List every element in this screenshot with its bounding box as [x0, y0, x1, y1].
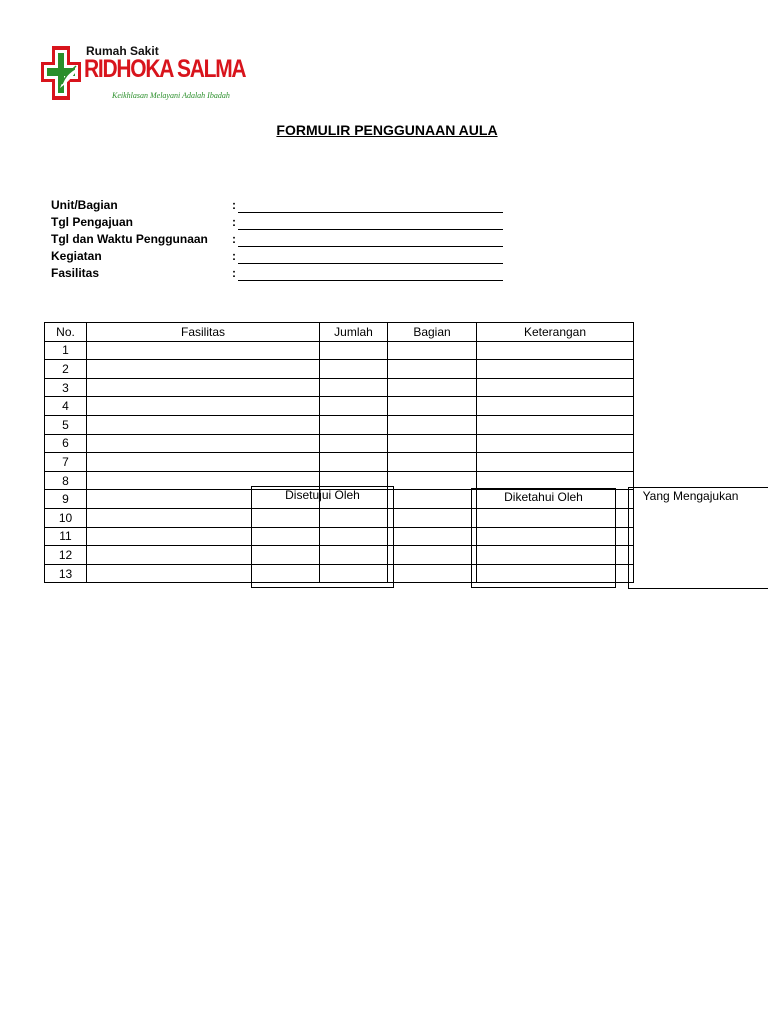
cell-bagian[interactable]	[388, 434, 477, 453]
fill-in-line[interactable]	[238, 212, 503, 213]
logo-text-hospital-name: RIDHOKA SALMA	[84, 55, 246, 83]
cell-fasilitas[interactable]	[87, 360, 320, 379]
cell-bagian[interactable]	[388, 564, 477, 583]
fill-in-line[interactable]	[238, 229, 503, 230]
header-no: No.	[45, 323, 87, 342]
info-label: Fasilitas	[51, 266, 100, 280]
info-label: Tgl dan Waktu Penggunaan	[51, 232, 208, 246]
row-number: 3	[45, 378, 87, 397]
row-number: 12	[45, 546, 87, 565]
header-bagian: Bagian	[388, 323, 477, 342]
info-row-kegiatan	[51, 249, 511, 266]
cell-keterangan[interactable]	[477, 397, 634, 416]
cell-keterangan[interactable]	[477, 434, 634, 453]
info-label: Tgl Pengajuan	[51, 215, 134, 229]
signature-label-acknowledged: Diketahui Oleh	[504, 490, 583, 504]
cell-bagian[interactable]	[388, 453, 477, 472]
table-row	[45, 434, 634, 453]
info-label: Unit/Bagian	[51, 198, 118, 212]
cell-fasilitas[interactable]	[87, 378, 320, 397]
logo-tagline: Keikhlasan Melayani Adalah Ibadah	[112, 91, 230, 100]
cell-bagian[interactable]	[388, 527, 477, 546]
cell-keterangan[interactable]	[477, 415, 634, 434]
table-row	[45, 415, 634, 434]
fill-in-line[interactable]	[238, 280, 503, 281]
row-number: 6	[45, 434, 87, 453]
signature-box-acknowledged[interactable]	[471, 488, 616, 588]
row-number: 5	[45, 415, 87, 434]
signature-label-applicant: Yang Mengajukan	[642, 489, 739, 503]
info-colon: :	[232, 215, 236, 229]
row-number: 7	[45, 453, 87, 472]
table-header-row	[45, 323, 634, 342]
cell-bagian[interactable]	[388, 397, 477, 416]
cell-bagian[interactable]	[388, 546, 477, 565]
table-row	[45, 378, 634, 397]
table-row	[45, 453, 634, 472]
row-number: 11	[45, 527, 87, 546]
row-number: 1	[45, 341, 87, 360]
header-keterangan: Keterangan	[477, 323, 634, 342]
cell-keterangan[interactable]	[477, 341, 634, 360]
signature-box-applicant[interactable]	[628, 487, 768, 589]
row-number: 4	[45, 397, 87, 416]
info-colon: :	[232, 232, 236, 246]
table-row	[45, 341, 634, 360]
cell-keterangan[interactable]	[477, 378, 634, 397]
cell-jumlah[interactable]	[320, 397, 388, 416]
cell-fasilitas[interactable]	[87, 453, 320, 472]
cell-fasilitas[interactable]	[87, 341, 320, 360]
row-number: 8	[45, 471, 87, 490]
cell-bagian[interactable]	[388, 378, 477, 397]
cell-jumlah[interactable]	[320, 378, 388, 397]
logo-text-rumah-sakit: Rumah Sakit	[86, 44, 159, 58]
cell-fasilitas[interactable]	[87, 415, 320, 434]
hospital-cross-icon	[40, 44, 82, 102]
cell-fasilitas[interactable]	[87, 397, 320, 416]
header-fasilitas: Fasilitas	[87, 323, 320, 342]
info-row-tgl-pengajuan	[51, 215, 511, 232]
cell-jumlah[interactable]	[320, 415, 388, 434]
row-number: 9	[45, 490, 87, 509]
cell-keterangan[interactable]	[477, 360, 634, 379]
cell-bagian[interactable]	[388, 508, 477, 527]
fill-in-line[interactable]	[238, 246, 503, 247]
table-row	[45, 360, 634, 379]
info-colon: :	[232, 249, 236, 263]
info-label: Kegiatan	[51, 249, 102, 263]
cell-bagian[interactable]	[388, 490, 477, 509]
cell-keterangan[interactable]	[477, 453, 634, 472]
info-colon: :	[232, 266, 236, 280]
signature-label-approved: Disetujui Oleh	[285, 488, 360, 502]
form-title: FORMULIR PENGGUNAAN AULA	[276, 122, 498, 138]
cell-jumlah[interactable]	[320, 453, 388, 472]
fill-in-line[interactable]	[238, 263, 503, 264]
info-row-fasilitas	[51, 266, 511, 283]
row-number: 10	[45, 508, 87, 527]
table-row	[45, 397, 634, 416]
info-row-unit	[51, 198, 511, 215]
cell-bagian[interactable]	[388, 341, 477, 360]
cell-jumlah[interactable]	[320, 434, 388, 453]
header-jumlah: Jumlah	[320, 323, 388, 342]
info-row-waktu	[51, 232, 511, 249]
cell-bagian[interactable]	[388, 360, 477, 379]
cell-jumlah[interactable]	[320, 341, 388, 360]
cell-bagian[interactable]	[388, 471, 477, 490]
cell-fasilitas[interactable]	[87, 434, 320, 453]
signature-box-approved[interactable]	[251, 486, 394, 588]
cell-bagian[interactable]	[388, 415, 477, 434]
info-colon: :	[232, 198, 236, 212]
row-number: 2	[45, 360, 87, 379]
row-number: 13	[45, 564, 87, 583]
cell-jumlah[interactable]	[320, 360, 388, 379]
hospital-logo	[40, 44, 246, 108]
